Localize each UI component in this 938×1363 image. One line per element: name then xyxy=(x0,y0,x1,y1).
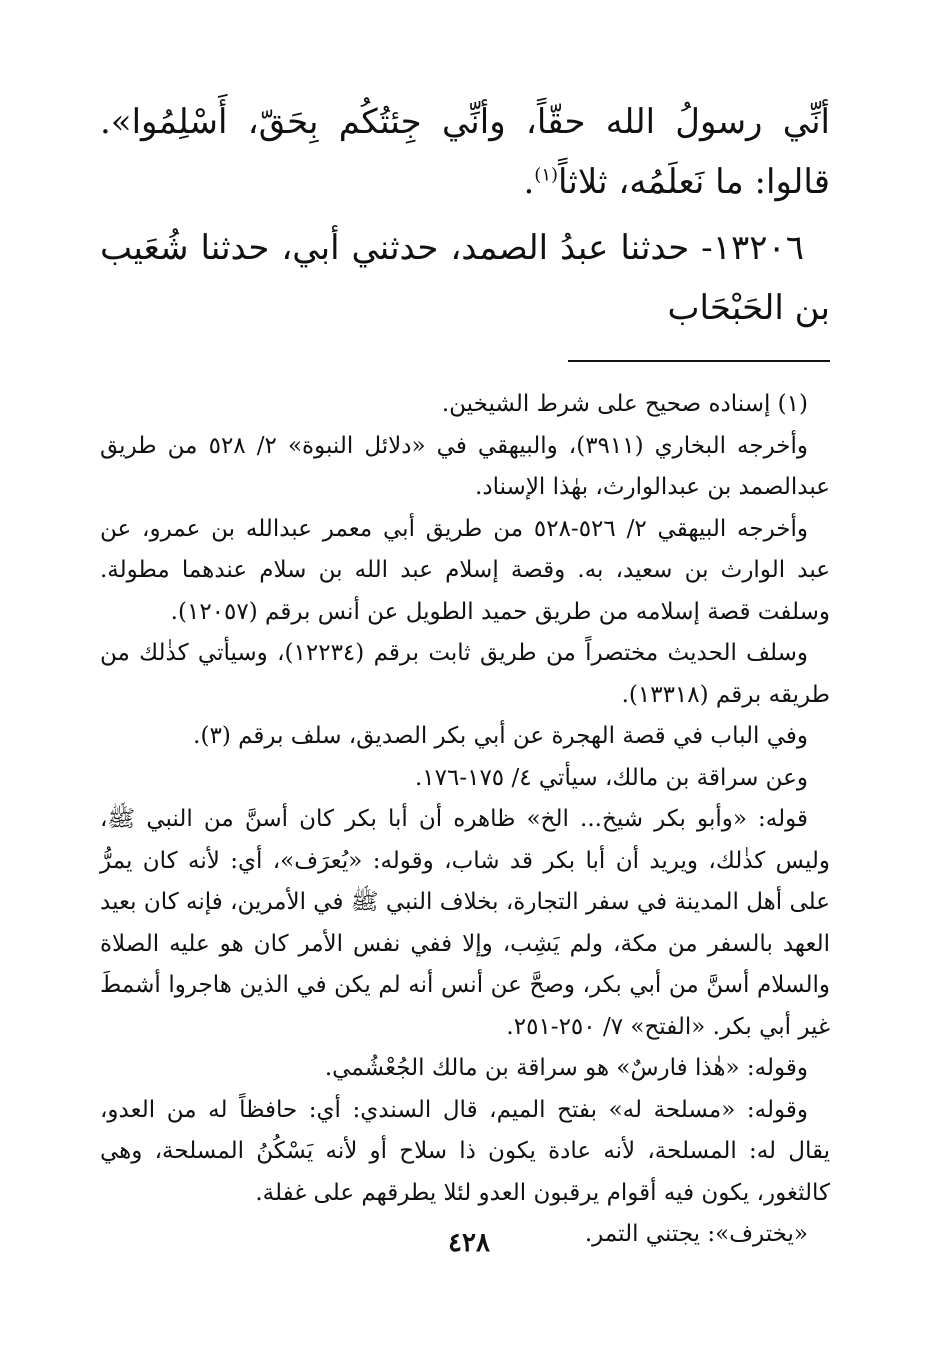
main-paragraph xyxy=(100,92,830,212)
footnote-paragraph: وأخرجه البخاري (٣٩١١)، والبيهقي في «دلائل النبوة» ٢/ ٥٢٨ من طريق عبدالصمد بن عبدالوارث، بهٰذا الإسناد. xyxy=(100,432,830,500)
footnote-paragraph: «يخترف»: يجتني التمر. xyxy=(584,1221,808,1247)
footnote-paragraph: وسلف الحديث مختصراً من طريق ثابت برقم (١٢٢٣٤)، وسيأتي كذٰلك من طريقه برقم (١٣٣١٨). xyxy=(100,640,830,708)
hadith-heading: ١٣٢٠٦- حدثنا عبدُ الصمد، حدثني أبي، حدثنا شُعَيب بن الحَبْحَاب xyxy=(100,228,830,328)
page-number: ٤٢٨ xyxy=(448,1228,490,1258)
main-text xyxy=(100,92,830,338)
footnote-paragraph: وقوله: «مسلحة له» بفتح الميم، قال السندي: أي: حافظاً له من العدو، يقال له: المسلحة، لأنه عادة يكون ذا سلاح أو لأنه يَسْكُنُ المسلحة، وهي كالثغور، يكون فيه أقوام يرقبون العدو لئلا يطرقهم على غفلة. xyxy=(100,1096,830,1206)
footnote-reference: (١) xyxy=(534,164,559,186)
footnote-paragraph: وفي الباب في قصة الهجرة عن أبي بكر الصديق، سلف برقم (٣). xyxy=(193,723,808,749)
footnote-paragraph: (١) إسناده صحيح على شرط الشيخين. xyxy=(441,391,808,417)
main-paragraph-end: . xyxy=(523,162,535,202)
footnotes xyxy=(100,384,830,1256)
document-page xyxy=(100,92,830,1256)
footnote-paragraph: وعن سراقة بن مالك، سيأتي ٤/ ١٧٥-١٧٦. xyxy=(414,764,808,791)
footnote-divider xyxy=(568,360,830,362)
main-paragraph-text: أنِّي رسولُ الله حقّاً، وأنِّي جِئتُكُم بِحَقّ، أَسْلِمُوا». قالوا: ما نَعلَمُه، ثلاثاً xyxy=(100,102,830,202)
footnote-paragraph: قوله: «وأبو بكر شيخ... الخ» ظاهره أن أبا بكر كان أسنَّ من النبي ﷺ، وليس كذٰلك، ويريد أن أبا بكر قد شاب، وقوله: «يُعرَف»، أي: لأنه كان يمرُّ على أهل المدينة في سفر التجارة، بخلاف النبي ﷺ في الأمرين، فإنه كان بعيد العهد بالسفر من مكة، ولم يَشِب، وإلا ففي نفس الأمر كان هو عليه الصلاة والسلام أسنَّ من أبي بكر، وصحَّ عن أنس أنه لم يكن في الذين هاجروا أشمطَ غير أبي بكر. «الفتح» ٧/ ٢٥٠-٢٥١. xyxy=(100,806,830,1040)
footnote-paragraph: وقوله: «هٰذا فارسٌ» هو سراقة بن مالك الجُعْشُمي. xyxy=(324,1055,808,1081)
footnote-paragraph: وأخرجه البيهقي ٢/ ٥٢٦-٥٢٨ من طريق أبي معمر عبدالله بن عمرو، عن عبد الوارث بن سعيد، به. وقصة إسلام عبد الله بن سلام عندهما مطولة. وسلفت قصة إسلامه من طريق حميد الطويل عن أنس برقم (١٢٠٥٧). xyxy=(100,515,830,625)
